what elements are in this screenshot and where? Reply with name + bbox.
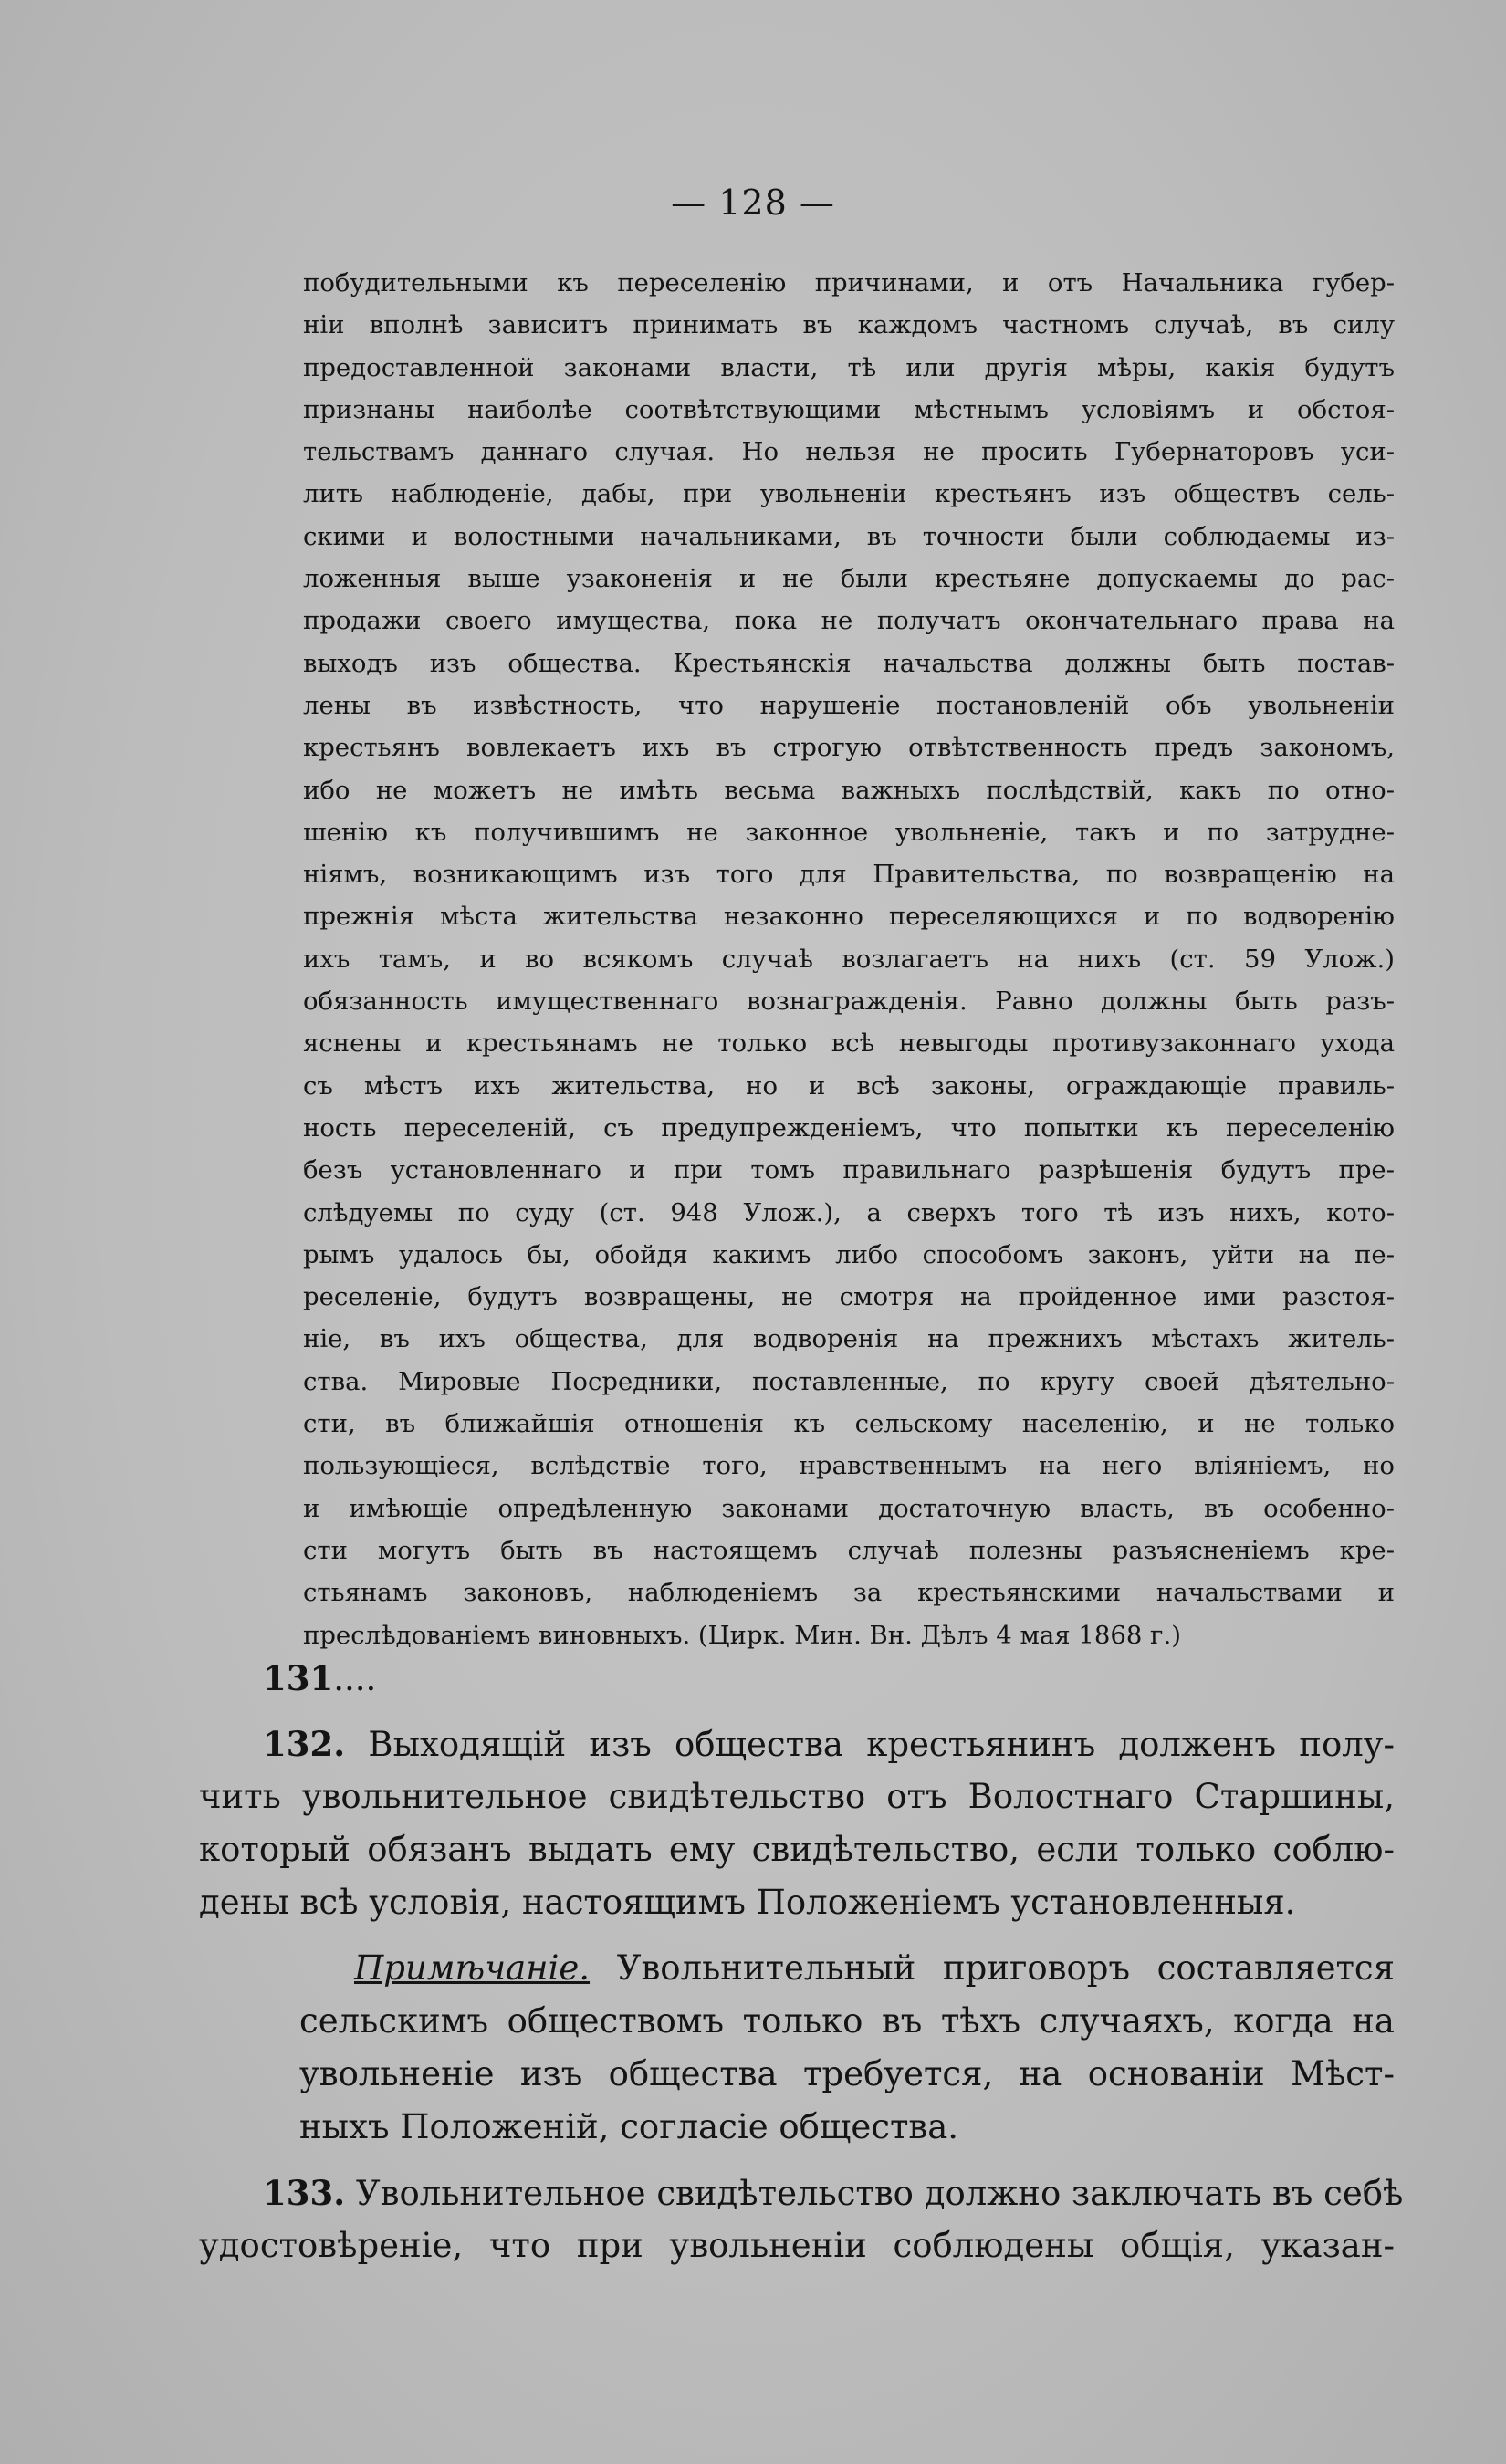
text-line: удостовѣреніе, что при увольненіи соблюдены общія, указан- — [199, 2226, 1395, 2265]
page-number: — 128 — — [671, 183, 835, 223]
circular-quote-block — [303, 262, 1395, 1656]
text-line: тельствамъ даннаго случая. Но нельзя не просить Губернаторовъ уси- — [303, 437, 1395, 467]
text-line: чить увольнительное свидѣтельство отъ Волостнаго Старшины, — [199, 1777, 1395, 1816]
text-line: дены всѣ условія, настоящимъ Положеніемъ установленныя. — [199, 1883, 1296, 1922]
text-line: крестьянъ вовлекаетъ ихъ въ строгую отвѣтственность предъ закономъ, — [303, 733, 1395, 763]
text-line: побудительными къ переселенію причинами, и отъ Начальника губер- — [303, 268, 1395, 298]
text-line: признаны наиболѣе соотвѣтствующими мѣстнымъ условіямъ и обстоя- — [303, 394, 1395, 424]
text-line: увольненіе изъ общества требуется, на основаніи Мѣст- — [299, 2054, 1395, 2093]
text-line: и имѣющіе опредѣленную законами достаточную власть, въ особенно- — [303, 1493, 1395, 1523]
text-line: прежнія мѣста жительства незаконно переселяющихся и по водворенію — [303, 902, 1395, 932]
text-line: ихъ тамъ, и во всякомъ случаѣ возлагаетъ на нихъ (ст. 59 Улож.) — [303, 944, 1395, 974]
text-line: съ мѣстъ ихъ жительства, но и всѣ законы, ограждающіе правиль- — [303, 1070, 1395, 1101]
text-line: сти, въ ближайшія отношенія къ сельскому населенію, и не только — [303, 1409, 1395, 1439]
text-line: рымъ удалось бы, обойдя какимъ либо способомъ законъ, уйти на пе- — [303, 1239, 1395, 1269]
article-text: Увольнительное свидѣтельство должно заключать въ себѣ — [355, 2174, 1404, 2213]
text-line: выходъ изъ общества. Крестьянскія начальства должны быть постав- — [303, 648, 1395, 678]
text-line: преслѣдованіемъ виновныхъ. (Цирк. Мин. Вн. Дѣлъ 4 мая 1868 г.) — [303, 1620, 1181, 1650]
article-number: 132. — [263, 1724, 346, 1764]
text-line: ложенныя выше узаконенія и не были крестьяне допускаемы до рас- — [303, 564, 1395, 594]
text-line: реселеніе, будутъ возвращены, не смотря на пройденное ими разстоя- — [303, 1282, 1395, 1312]
text-line: который обязанъ выдать ему свидѣтельство, если только соблю- — [199, 1830, 1395, 1869]
article-text: .... — [333, 1659, 377, 1698]
article-number: 133. — [263, 2173, 346, 2213]
text-line: лить наблюденіе, дабы, при увольненіи крестьянъ изъ обществъ сель- — [303, 479, 1395, 509]
text-line: ибо не можетъ не имѣть весьма важныхъ послѣдствій, какъ по отно- — [303, 775, 1395, 805]
text-line: слѣдуемы по суду (ст. 948 Улож.), а сверхъ того тѣ изъ нихъ, кото- — [303, 1197, 1395, 1227]
article-131 — [199, 1652, 1395, 1705]
text-line: ность переселеній, съ предупрежденіемъ, что попытки къ переселенію — [303, 1112, 1395, 1143]
text-line: ства. Мировые Посредники, поставленные, по кругу своей дѣятельно- — [303, 1366, 1395, 1396]
text-line: шенію къ получившимъ не законное увольненіе, такъ и по затрудне- — [303, 817, 1395, 847]
text-line: продажи своего имущества, пока не получатъ окончательнаго права на — [303, 606, 1395, 636]
text-line: обязанность имущественнаго вознагражденія. Равно должны быть разъ- — [303, 987, 1395, 1017]
article-133-first-line — [199, 2166, 1404, 2219]
text-line: сельскимъ обществомъ только въ тѣхъ случаяхъ, когда на — [299, 2001, 1395, 2041]
text-line: скими и волостными начальниками, въ точности были соблюдаемы из- — [303, 521, 1395, 551]
text-line: стьянамъ законовъ, наблюденіемъ за крестьянскими начальствами и — [303, 1578, 1395, 1608]
text-line: ніи вполнѣ зависитъ принимать въ каждомъ частномъ случаѣ, въ силу — [303, 310, 1395, 340]
text-line: безъ установленнаго и при томъ правильнаго разрѣшенія будутъ пре- — [303, 1155, 1395, 1185]
note-text: Увольнительный приговоръ составляется — [616, 1948, 1395, 1988]
articles-block — [199, 1652, 1404, 2272]
text-line: пользующіеся, вслѣдствіе того, нравственнымъ на него вліяніемъ, но — [303, 1451, 1395, 1481]
text-line: предоставленной законами власти, тѣ или другія мѣры, какія будутъ — [303, 352, 1395, 382]
article-132-first-line — [199, 1717, 1395, 1770]
article-text: Выходящій изъ общества крестьянинъ долженъ полу- — [368, 1725, 1395, 1764]
text-line: ніе, въ ихъ общества, для водворенія на прежнихъ мѣстахъ житель- — [303, 1324, 1395, 1354]
text-line: ныхъ Положеній, согласіе общества. — [299, 2107, 959, 2146]
text-line: лены въ извѣстность, что нарушеніе постановленій объ увольненіи — [303, 690, 1395, 720]
note-first-line — [199, 1942, 1395, 1995]
note-label: Примѣчаніе. — [354, 1948, 591, 1988]
text-line: сти могутъ быть въ настоящемъ случаѣ полезны разъясненіемъ кре- — [303, 1535, 1395, 1565]
article-number: 131 — [263, 1658, 334, 1698]
text-line: яснены и крестьянамъ не только всѣ невыгоды противузаконнаго ухода — [303, 1028, 1395, 1059]
text-line: ніямъ, возникающимъ изъ того для Правительства, по возвращенію на — [303, 860, 1395, 890]
